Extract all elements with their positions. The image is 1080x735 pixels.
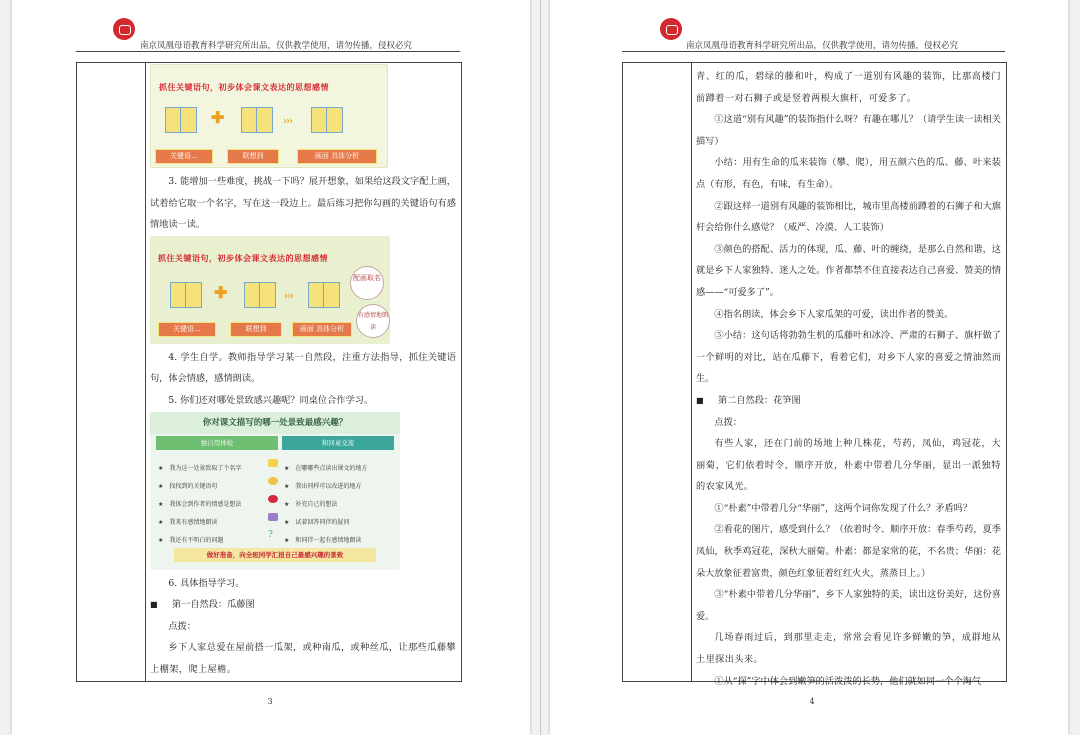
- paragraph: 5. 你们还对哪处景致感兴趣呢？同桌位合作学习。: [168, 394, 374, 406]
- publisher-logo-icon: [113, 18, 135, 40]
- table-row: ★ 找找到的关键语句: [158, 482, 218, 490]
- paragraph: 3. 能增加一些难度，挑战一下吗？展开想象，如果给这段文字配上画，试着给它取一个名字，写在这一段边上。最后练习把你勾画的关键语句有感情地读一读。: [150, 176, 456, 231]
- table-row: ★ 和同伴一起有感情地朗读: [284, 536, 362, 544]
- document-page-3: [12, 0, 530, 735]
- paragraph: ③“朴素中带着几分华丽”，乡下人家独特的美，读出这份美好，这份喜爱。: [696, 589, 1001, 622]
- header-rule: [622, 51, 1005, 52]
- book-icon: [235, 101, 277, 139]
- page-number: 3: [267, 697, 273, 706]
- page-content: [696, 66, 1001, 692]
- page-number: 4: [809, 697, 815, 706]
- slide-label: 联想到: [227, 149, 279, 164]
- slide-title: 抓住关键语句，初步体会课文表达的思想感情: [159, 82, 329, 92]
- star-icon: ★: [158, 518, 164, 526]
- star-icon: ★: [158, 536, 164, 544]
- table-column-divider: [691, 63, 692, 681]
- book-icon: [164, 276, 206, 314]
- star-icon: ★: [284, 482, 290, 490]
- table-row: ★ 我体会到作者的情感是想法: [158, 500, 242, 508]
- paragraph: 小结：用有生命的瓜来装饰（攀、爬），用五颜六色的瓜、藤、叶来装点（有形，有色，有味，有生命）。: [696, 157, 1001, 190]
- slide-title: 你对课文描写的哪一处景致最感兴趣？: [150, 412, 400, 434]
- table-row: ★ 我还有不明白的问题: [158, 536, 224, 544]
- quoted-text: 乡下人家总爱在屋前搭一瓜架，或种南瓜，或种丝瓜，让那些瓜藤攀上棚架，爬上屋檐。: [150, 642, 457, 675]
- pencil-icon: [268, 459, 278, 467]
- paragraph: ②看花的图片，感受到什么？（依着时令、顺序开放：春季芍药，夏季凤仙，秋季鸡冠花，深秋大丽菊。朴素：都是家常的花，不名贵；华丽：花朵大放象征着富贵，颜色红象征着红红火火，蒸蒸日上。）: [696, 524, 1001, 579]
- heart-icon: [268, 495, 278, 503]
- star-badge-icon: [268, 513, 278, 521]
- plus-icon: ✚: [211, 108, 225, 127]
- table-row: ★ 我出同样可以改进的地方: [284, 482, 362, 490]
- table-row: ★ 试着回答同伴的疑问: [284, 518, 350, 526]
- slide-image-interest-table: [150, 412, 400, 570]
- question-icon: ?: [268, 529, 273, 540]
- publisher-logo-icon: [660, 18, 682, 40]
- document-page-4: [550, 0, 1068, 735]
- plus-icon: ✚: [214, 282, 228, 302]
- heart-book-icon: [305, 101, 347, 139]
- table-row: ★ 我为这一处景致取了个名字: [158, 464, 242, 472]
- paragraph: ⑤小结：这句话将勃勃生机的瓜藤叶和冰冷、严肃的石狮子、旗杆做了一个鲜明的对比，站在瓜藤下，看着它们，对乡下人家的喜爱之情油然而生。: [696, 330, 1001, 385]
- paragraph: 点拨：: [168, 620, 196, 632]
- slide-label: 关键语…: [155, 149, 213, 164]
- paragraph: ①这道“别有风趣”的装饰指什么呀？有趣在哪儿？（请学生读一读相关描写）: [696, 114, 1001, 147]
- page-header: 南京凤凰母语教育科学研究所出品，仅供教学使用，请勿传播，侵权必究: [686, 41, 959, 51]
- read-badge: 有感情地朗读: [356, 304, 390, 338]
- page-header: 南京凤凰母语教育科学研究所出品，仅供教学使用，请勿传播，侵权必究: [140, 41, 413, 51]
- paragraph: 4. 学生自学。教师指导学习某一自然段，注重方法指导，抓住关键语句，体会情感，感情朗读。: [150, 351, 456, 385]
- table-row: ★ 补充自己的想法: [284, 500, 338, 508]
- page-content: [150, 64, 456, 681]
- header-rule: [76, 51, 460, 52]
- highlighter-icon: [268, 477, 278, 485]
- paragraph: 点拨：: [714, 416, 742, 428]
- slide-image-key-sentences: [150, 64, 388, 168]
- name-badge: 配画取名: [350, 266, 384, 300]
- column-header: 和同桌交流: [282, 436, 394, 450]
- star-icon: ★: [158, 500, 164, 508]
- paragraph: ②跟这样一道别有风趣的装饰相比，城市里高楼前蹲着的石狮子和大旗杆会给你什么感觉？（威严、冷漠、人工装饰）: [696, 200, 1001, 234]
- slide-label: 画面 具体分析: [297, 149, 377, 164]
- page-gutter: [540, 0, 541, 735]
- quoted-text: 青、红的瓜，碧绿的藤和叶，构成了一道别有风趣的装饰，比那高楼门前蹲着一对石狮子或是竖着两根大旗杆，可爱多了。: [696, 71, 1001, 104]
- slide-footer: 做好准备，向全班同学汇报自己最感兴趣的景致: [174, 548, 376, 562]
- section-heading: ■ 第二自然段：花笋图: [696, 390, 1001, 412]
- book-icon: [238, 276, 280, 314]
- star-icon: ★: [284, 464, 290, 472]
- arrow-icon: ›››: [284, 290, 293, 302]
- slide-label: 联想到: [230, 322, 282, 337]
- paragraph: ③颜色的搭配、活力的体现，瓜、藤、叶的缠绕，是那么自然和谐，这就是乡下人家独特、迷人之处。作者都禁不住直接表达自己喜爱、赞美的情感——“可爱多了”。: [696, 243, 1001, 298]
- table-row: ★ 在哪哪些点读出课文的地方: [284, 464, 368, 472]
- arrow-icon: ›››: [283, 116, 292, 127]
- star-icon: ★: [158, 464, 164, 472]
- star-icon: ★: [284, 518, 290, 526]
- quoted-text: 几场春雨过后，到那里走走，常常会看见许多鲜嫩的笋，成群地从土里探出头来。: [696, 632, 1001, 666]
- heart-book-icon: [302, 276, 344, 314]
- slide-label: 关键语…: [158, 322, 216, 337]
- star-icon: ★: [158, 482, 164, 490]
- paragraph: ①“朴素”中带着几分“华丽”，这两个词你发现了什么？矛盾吗？: [714, 502, 973, 514]
- quoted-text: 有些人家，还在门前的场地上种几株花，芍药，凤仙，鸡冠花，大丽菊，它们依着时令，顺序开放，朴素中带着几分华丽，显出一派独特的农家风光。: [696, 438, 1001, 493]
- paragraph: ①从“探”字中体会到嫩笋的活泼泼的长势，他们就如同一个个淘气: [714, 675, 982, 687]
- book-icon: [159, 101, 201, 139]
- section-heading: ■ 第一自然段：瓜藤图: [150, 594, 456, 616]
- table-row: ★ 我来有感情地朗读: [158, 518, 218, 526]
- slide-title: 抓住关键语句，初步体会课文表达的思想感情: [158, 252, 328, 263]
- star-icon: ★: [284, 500, 290, 508]
- table-column-divider: [145, 63, 146, 681]
- star-icon: ★: [284, 536, 290, 544]
- column-header: 独自用体检: [156, 436, 278, 450]
- slide-image-name-picture: [150, 236, 390, 344]
- paragraph: 6. 具体指导学习。: [168, 577, 245, 589]
- slide-label: 画面 具体分析: [292, 322, 352, 337]
- paragraph: ④指名朗读，体会乡下人家瓜架的可爱，读出作者的赞美。: [714, 308, 954, 320]
